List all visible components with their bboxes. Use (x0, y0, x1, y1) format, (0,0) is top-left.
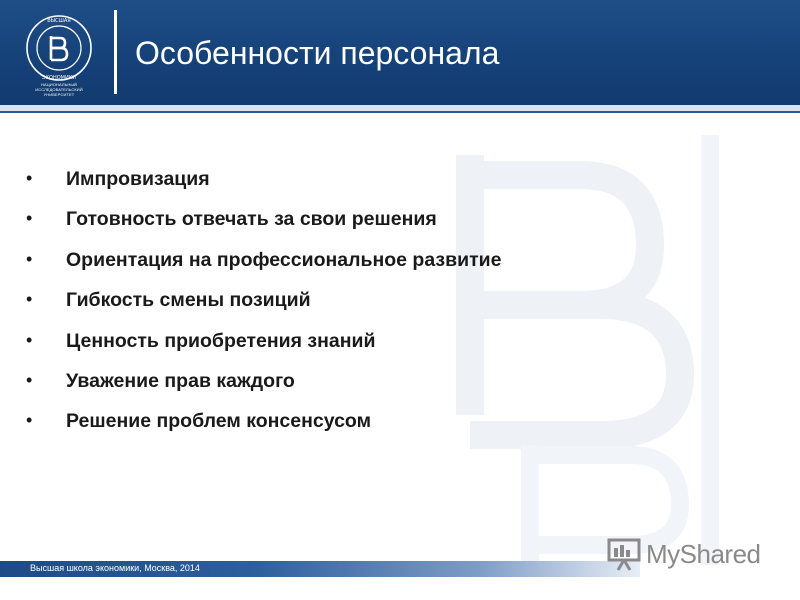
presentation-board-icon (606, 536, 642, 572)
bullet-text: Готовность отвечать за свои решения (66, 208, 437, 231)
page-title: Особенности персонала (135, 35, 500, 71)
header-dark-stripe (0, 111, 800, 113)
list-item (26, 241, 726, 281)
bullet-text: Ориентация на профессиональное развитие (66, 248, 502, 271)
bullet-text: Уважение прав каждого (66, 369, 295, 392)
svg-text:ЭКОНОМИКИ: ЭКОНОМИКИ (41, 75, 77, 81)
bullet-text: Решение проблем консенсусом (66, 410, 372, 433)
list-item (26, 160, 726, 200)
bullet-marker: • (26, 329, 33, 350)
svg-text:ВЫСШАЯ: ВЫСШАЯ (47, 18, 71, 24)
myshared-watermark[interactable] (606, 536, 761, 572)
myshared-label: MyShared (646, 538, 761, 569)
logo-caption: НАЦИОНАЛЬНЫЙ ИССЛЕДОВАТЕЛЬСКИЙ УНИВЕРСИТЕТ (35, 82, 83, 97)
list-item (26, 322, 726, 362)
list-item (26, 402, 726, 442)
list-item (26, 281, 726, 321)
bullet-list (26, 160, 726, 443)
bullet-text: Гибкость смены позиций (66, 289, 311, 312)
bullet-marker: • (26, 248, 33, 269)
bullet-text: Импровизация (66, 168, 210, 190)
header-divider (114, 10, 117, 94)
footer-text: Высшая школа экономики, Москва, 2014 (30, 563, 200, 573)
bullet-marker: • (26, 168, 33, 188)
list-item (26, 362, 726, 402)
list-item (26, 200, 726, 240)
bullet-marker: • (26, 208, 33, 229)
bullet-marker: • (26, 289, 33, 310)
bullet-text: Ценность приобретения знаний (66, 329, 376, 352)
bullet-marker: • (26, 410, 33, 431)
bullet-marker: • (26, 369, 33, 390)
hse-university-seal-icon (18, 12, 100, 92)
